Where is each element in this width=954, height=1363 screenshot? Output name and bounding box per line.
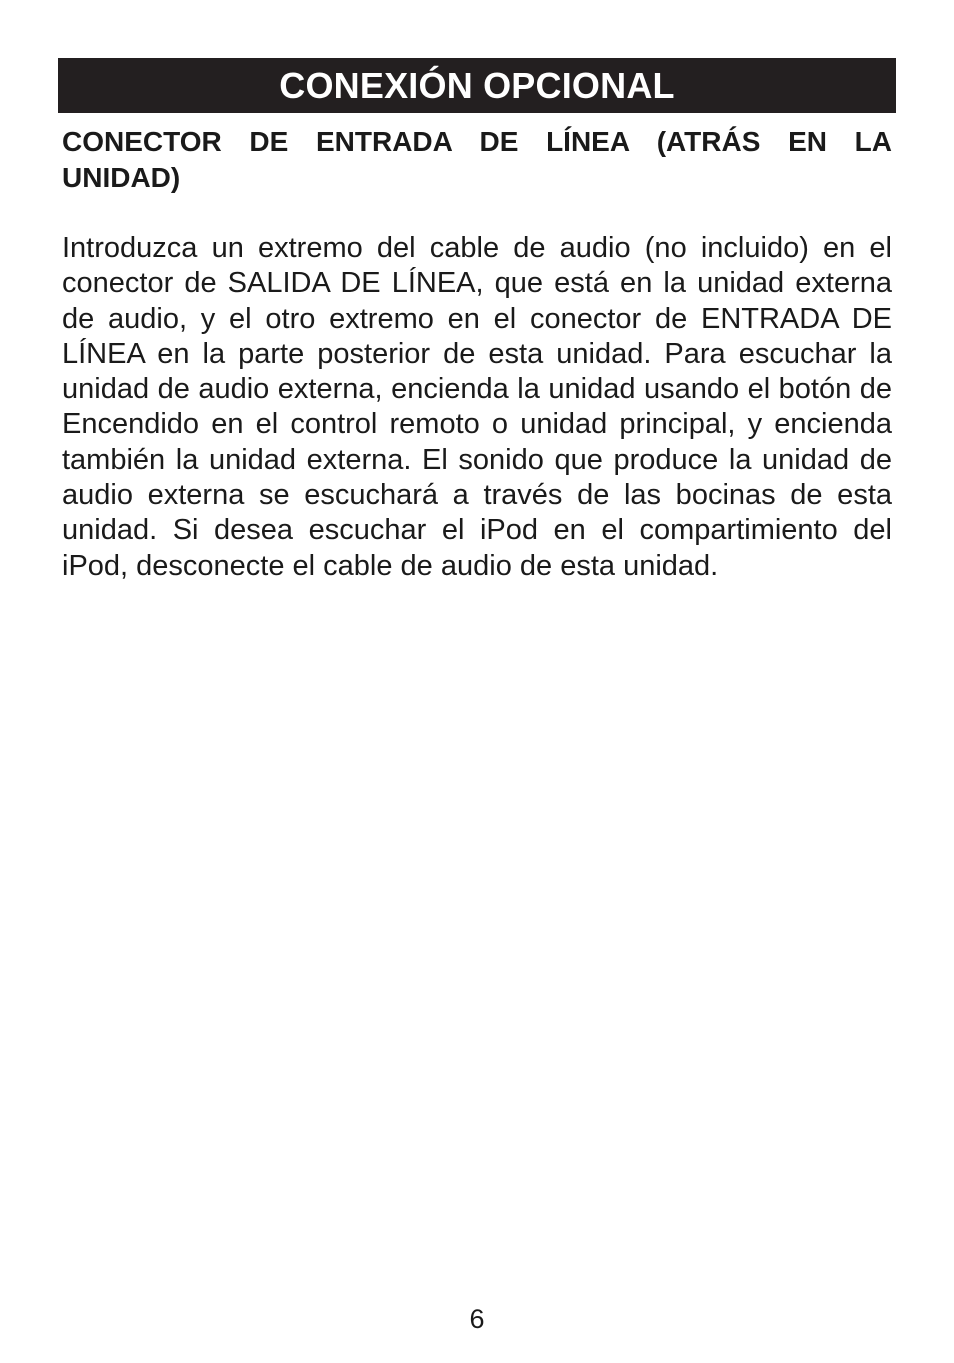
instructions-paragraph: Introduzca un extremo del cable de audio (no incluido) en el conector de SALIDA DE LÍNEA, que está en la unidad externa de audio, y el otro extremo en el conector de ENTRADA DE LÍNEA en la parte posterior de esta unidad. Para escuchar la unidad de audio externa, encienda la unidad usando el botón de Encendido en el control remoto o unidad principal, y encienda también la unidad externa. El sonido que produce la unidad de audio externa se escuchará a través de las bocinas de esta unidad. Si desea escuchar el iPod en el compartimiento del iPod, desconecte el cable de audio de esta unidad. bbox=[62, 232, 892, 582]
page-number: 6 bbox=[469, 1304, 485, 1334]
section-heading: CONECTOR DE ENTRADA DE LÍNEA (ATRÁS EN LA UNIDAD) bbox=[62, 126, 892, 193]
title-bar bbox=[58, 58, 896, 113]
page-title: CONEXIÓN OPCIONAL bbox=[279, 64, 675, 106]
